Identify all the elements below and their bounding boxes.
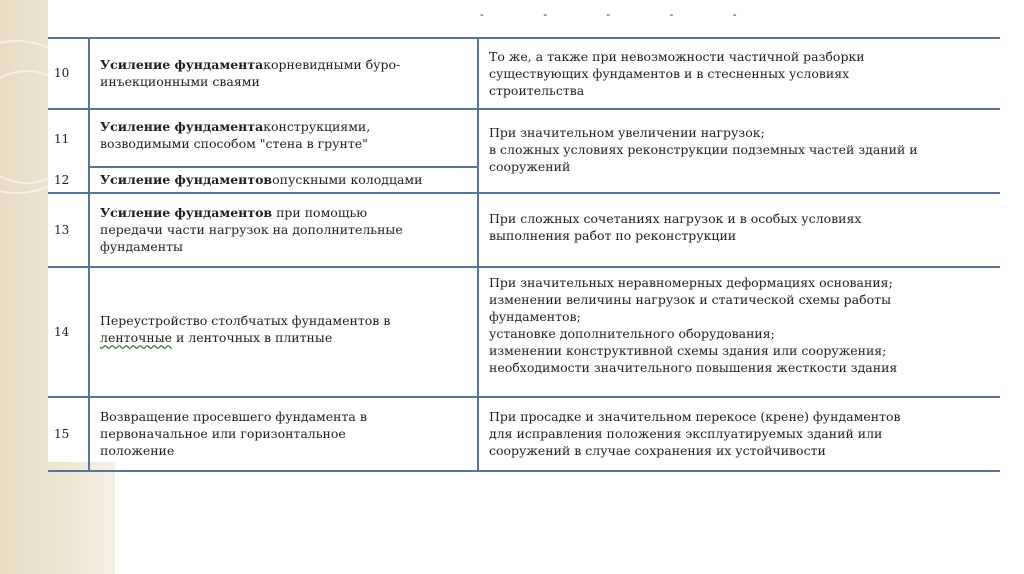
header-partial-text: - - - - - [480,8,765,21]
method-name-line: Усиление фундаментакорневидными буро- [100,57,401,72]
row-number: 13 [54,223,70,237]
methods-table [48,38,1000,472]
desc-line: изменении величины нагрузок и статической схемы работы [489,292,892,307]
cut-off-header [48,0,1008,28]
method-name-line: инъекционными сваями [100,74,260,89]
method-name-line: фундаменты [100,239,183,254]
desc-line: При сложных сочетаниях нагрузок и в особых условиях [489,211,862,226]
method-name [88,168,479,192]
desc-line: необходимости значительного повышения жесткости здания [489,360,898,375]
slide [48,0,1008,462]
method-name [88,38,479,108]
method-name [88,110,479,168]
row-number: 10 [54,66,70,80]
method-name-line: первоначальное или горизонтальное [100,426,346,441]
application-conditions [479,268,1000,396]
table-row [48,194,1000,268]
method-name-line: передачи части нагрузок на дополнительные [100,222,403,237]
method-name-line: Усиление фундаментаконструкциями, [100,119,371,134]
application-conditions [479,38,1000,108]
desc-line: То же, а также при невозможности частичной разборки [489,49,865,64]
desc-line: При значительном увеличении нагрузок; [489,125,765,140]
method-name [88,194,479,266]
desc-line: для исправления положения эксплуатируемых зданий или [489,426,883,441]
desc-line: существующих фундаментов и в стесненных условиях [489,66,850,81]
application-conditions [479,194,1000,266]
desc-line: фундаментов; [489,309,581,324]
table-row [48,110,1000,174]
method-name-line: Усиление фундаментовопускными колодцами [100,172,423,187]
row-number: 14 [54,325,70,339]
desc-line: установке дополнительного оборудования; [489,326,775,341]
desc-line: сооружений в случае сохранения их устойчивости [489,443,826,458]
desc-line: При значительных неравномерных деформациях основания; [489,275,893,290]
row-number: 15 [54,427,70,441]
method-name-line: возводимыми способом "стена в грунте" [100,136,368,151]
method-name-line: положение [100,443,175,458]
table-row [48,38,1000,110]
method-name-line: Переустройство столбчатых фундаментов в [100,313,391,328]
application-conditions [479,168,1000,192]
method-name [88,398,479,470]
method-name-line: Возвращение просевшего фундамента в [100,409,367,424]
application-conditions [479,398,1000,470]
desc-line: сооружений [489,159,571,174]
method-name [88,268,479,396]
desc-line: изменении конструктивной схемы здания или сооружения; [489,343,887,358]
method-name-line: ленточные и ленточных в плитные [100,330,333,345]
desc-line: При просадке и значительном перекосе (крене) фундаментов [489,409,901,424]
method-name-line: Усиление фундаментов при помощью [100,205,368,220]
desc-line: выполнения работ по реконструкции [489,228,737,243]
desc-line: строительства [489,83,585,98]
table-row [48,168,1000,194]
desc-line: в сложных условиях реконструкции подземных частей зданий и [489,142,918,157]
row-number: 11 [54,132,70,146]
table-row [48,398,1000,472]
table-row [48,268,1000,398]
row-number: 12 [54,173,70,187]
